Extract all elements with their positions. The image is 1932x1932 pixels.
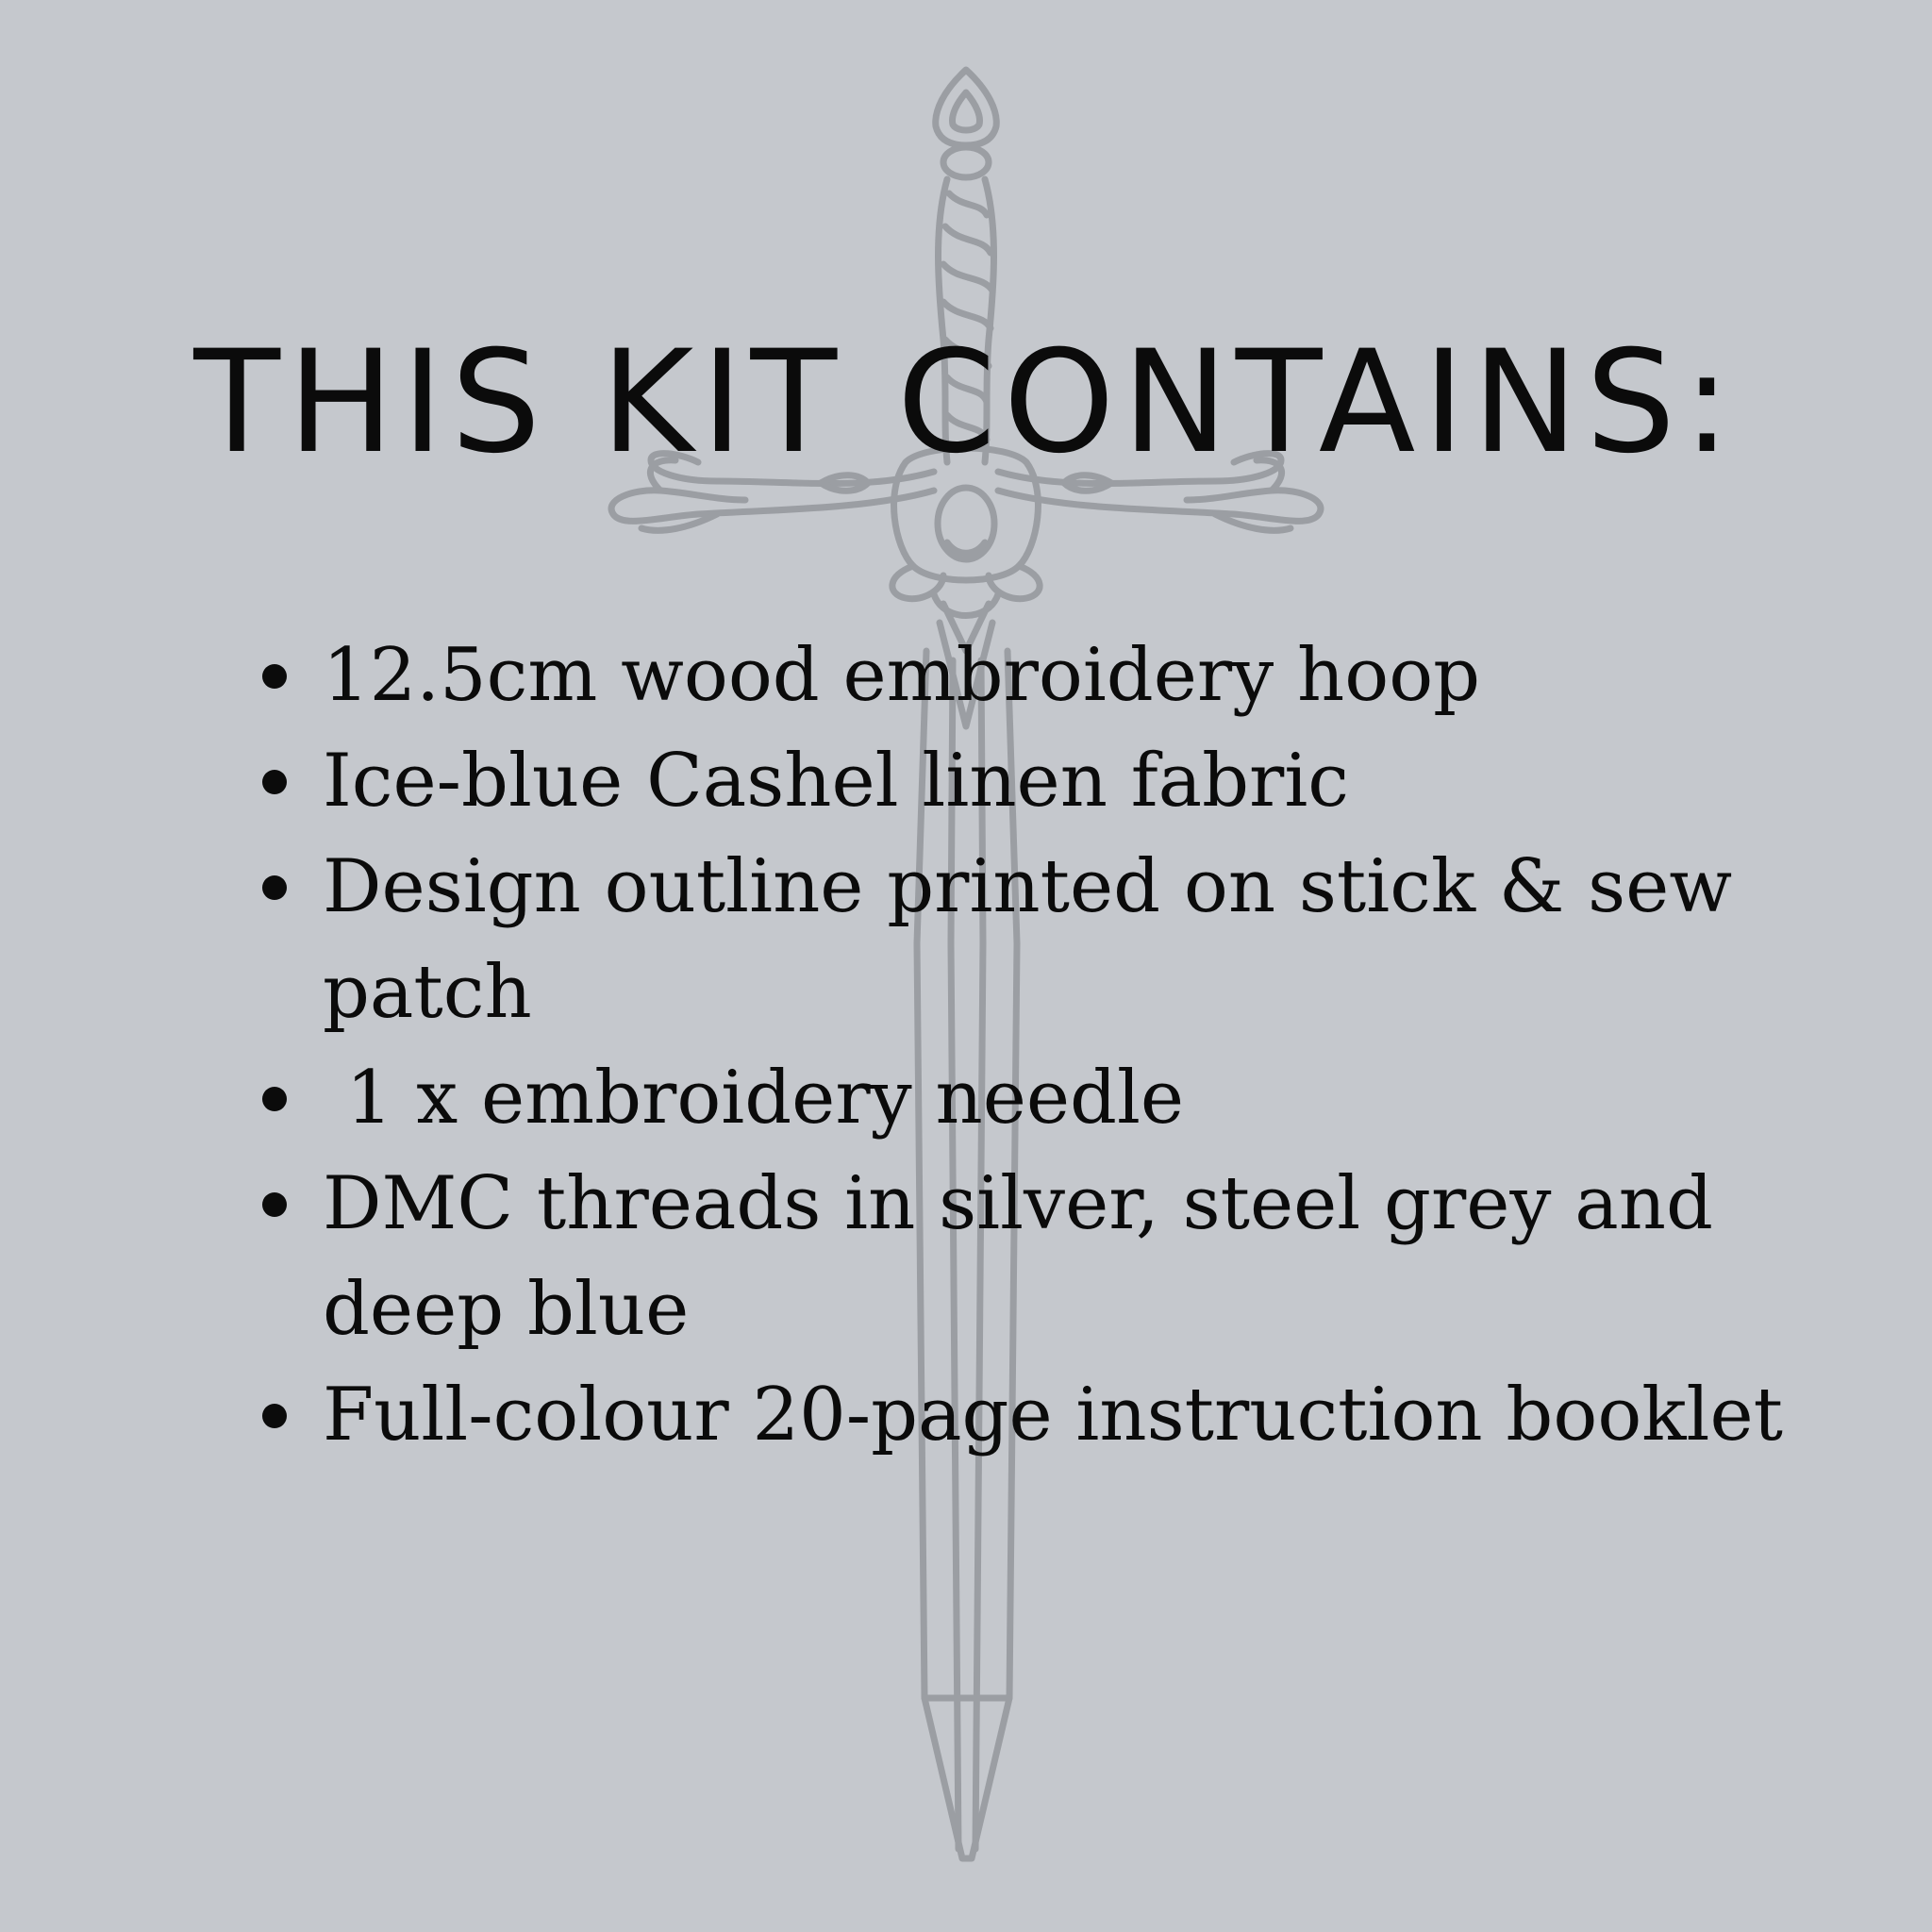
page-title: THIS KIT CONTAINS:: [193, 321, 1739, 485]
list-item-text: 1 x embroidery needle: [323, 1056, 1185, 1141]
list-item-text: 12.5cm wood embroidery hoop: [323, 633, 1481, 718]
list-item-text: Full-colour 20-page instruction booklet: [323, 1373, 1784, 1457]
bullet-icon: [262, 1404, 287, 1428]
list-item-text: Design outline printed on stick & sew patch: [323, 844, 1756, 1035]
bullet-icon: [262, 1192, 287, 1217]
bullet-icon: [262, 664, 287, 689]
bullet-icon: [262, 1087, 287, 1111]
list-item-text: Ice-blue Cashel linen fabric: [323, 739, 1349, 824]
bullet-icon: [262, 875, 287, 900]
bullet-icon: [262, 770, 287, 794]
list-item-text: DMC threads in silver, steel grey and deep blue: [323, 1161, 1737, 1352]
